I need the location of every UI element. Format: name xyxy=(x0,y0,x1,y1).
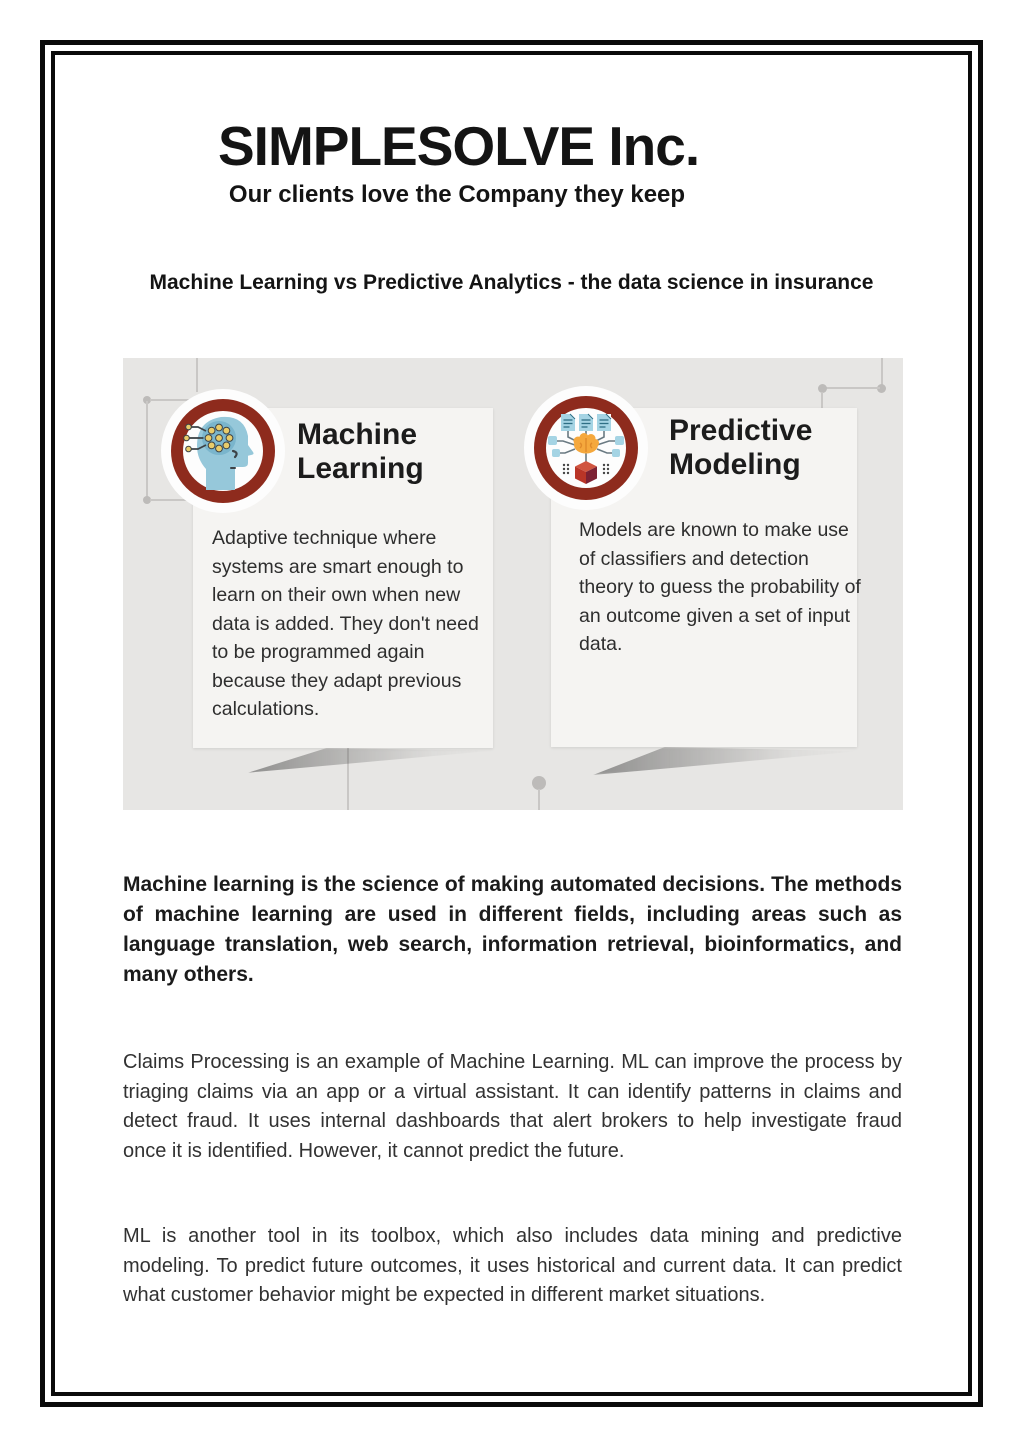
card-shadow xyxy=(248,748,494,774)
decoration-line xyxy=(146,401,148,498)
company-logo xyxy=(218,114,700,209)
card-shadow xyxy=(593,747,859,775)
decoration-line xyxy=(881,358,883,386)
body-paragraph-1: Machine learning is the science of making automated decisions. The methods of machine learning are used in different fields, including areas such as language translation, web search, information retrieval, bioinformatics, and many others. xyxy=(123,873,902,986)
documents-brain-cube-predictive-modeling-icon xyxy=(523,385,649,511)
decoration-line xyxy=(824,387,880,389)
decoration-dot xyxy=(532,776,546,790)
predictive-modeling-title: Predictive Modeling xyxy=(669,414,813,481)
body-paragraph-3: ML is another tool in its toolbox, which also includes data mining and predictive modeling. To predict future outcomes, it uses historical and current data. It can predict what customer behavior might be expected in different market situations. xyxy=(123,1225,902,1306)
decoration-line xyxy=(196,358,198,392)
logo-title: SIMPLESOLVE Inc. xyxy=(218,115,700,177)
predictive-modeling-description: Models are known to make use of classifiers and detection theory to guess the probability of an outcome given a set of input data. xyxy=(579,519,861,655)
machine-learning-description: Adaptive technique where systems are smart enough to learn on their own when new data is added. They don't need to be programmed again because they adapt previous calculations. xyxy=(212,527,479,720)
logo-tagline: Our clients love the Company they keep xyxy=(228,181,686,208)
comparison-infographic xyxy=(123,358,903,810)
decoration-line xyxy=(538,789,540,810)
body-paragraph-2: Claims Processing is an example of Machine Learning. ML can improve the process by triaging claims via an app or a virtual assistant. It can identify patterns in claims and detect fraud. It uses internal dashboards that alert brokers to help investigate fraud once it is identified. However, it cannot predict the future. xyxy=(123,1051,902,1162)
machine-learning-title: Machine Learning xyxy=(297,418,424,485)
page-title: Machine Learning vs Predictive Analytics - the data science in insurance xyxy=(149,271,874,294)
brain-head-machine-learning-icon xyxy=(160,388,286,514)
